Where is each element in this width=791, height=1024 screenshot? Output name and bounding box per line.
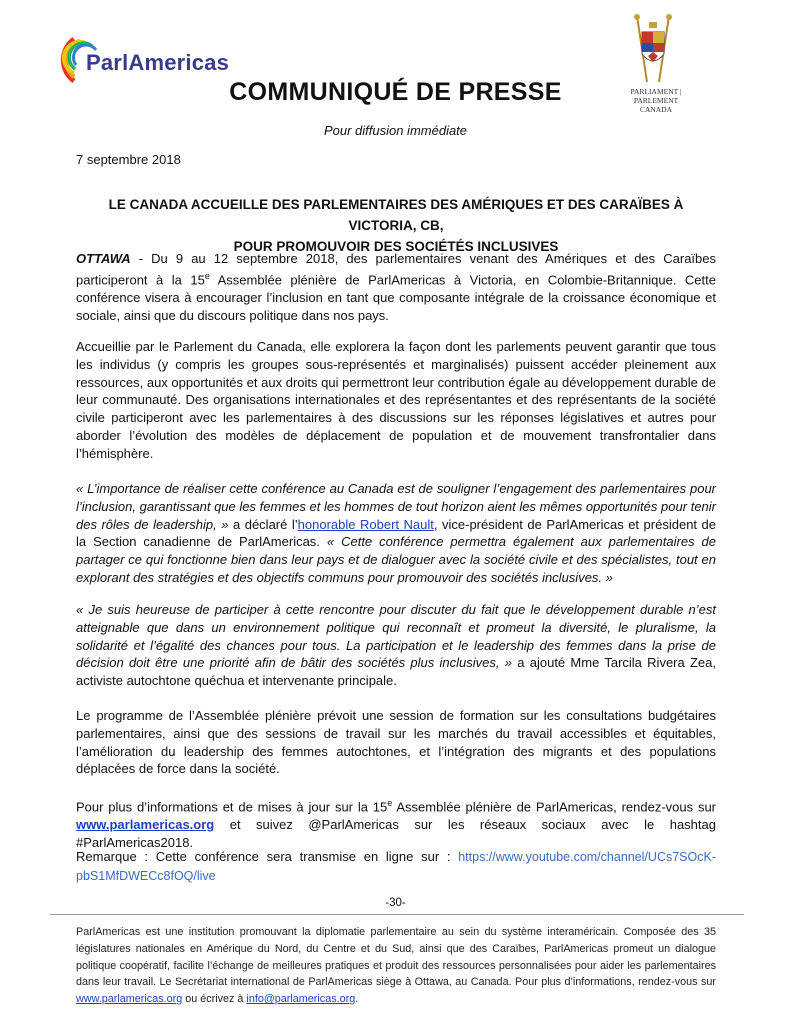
p6-text2: Assemblée plénière de ParlAmericas, rendez-vous sur bbox=[392, 799, 717, 815]
footer-text3: . bbox=[355, 993, 359, 1006]
footer-text bbox=[76, 924, 716, 1008]
page-subtitle: Pour diffusion immédiate bbox=[323, 123, 468, 138]
logo-text: ParlAmericas bbox=[86, 50, 230, 75]
page-title: COMMUNIQUÉ DE PRESSE bbox=[229, 78, 562, 106]
p1-text1: - Du 9 au 12 septembre 2018, des parlementaires venant des Amériques et des Caraïbes participeront à la 15 bbox=[76, 251, 716, 288]
paragraph-2 bbox=[76, 338, 716, 463]
p6-text1: Pour plus d’informations et de mises à jour sur la 15 bbox=[76, 799, 388, 815]
parlamericas-website-link[interactable]: www.parlamericas.org bbox=[76, 817, 215, 833]
p1-text2: Assemblée plénière de ParlAmericas à Victoria, en Colombie-Britannique. Cette conférence visera à encourager l’inclusion en tant que composante intégrale de la croissance économique et sociale, ainsi que du discours politique dans nos pays. bbox=[76, 272, 716, 323]
p1-sup: e bbox=[204, 270, 210, 281]
headline-line2: POUR PROMOUVOIR DES SOCIÉTÉS INCLUSIVES bbox=[233, 239, 559, 254]
robert-nault-link[interactable]: honorable Robert Nault bbox=[297, 516, 434, 532]
youtube-live-link[interactable]: https://www.youtube.com/channel/UCs7SOcK-pbS1MfDWECc8fOQ/live bbox=[76, 850, 716, 883]
release-date: 7 septembre 2018 bbox=[76, 152, 181, 167]
end-marker: -30- bbox=[385, 897, 406, 909]
p2-text: Accueillie par le Parlement du Canada, elle explorera la façon dont les parlements peuvent garantir que tous les individus (y compris les groupes sous-représentés et marginalisés) puissent accéder pleinement aux ressources, aux opportunités et aux droits qui permettront leur contribution égale au développement durable de leur communauté. Des organisations internationales et des représentantes et des représentants de la société civile participeront avec les parlementaires à des discussions sur les réponses législatives et autres pour aborder l’évolution des modèles de déplacement de population et de mouvement transfrontalier dans l’hémisphère. bbox=[76, 339, 716, 461]
p7-label: Remarque : Cette conférence sera transmise en ligne sur : bbox=[76, 849, 459, 864]
p3-after-link: , vice-président de ParlAmericas et président de la Section canadienne de ParlAmericas. bbox=[76, 516, 717, 550]
footer-email-link[interactable]: info@parlamericas.org bbox=[246, 993, 356, 1006]
p4-quote: « Je suis heureuse de participer à cette rencontre pour discuter du fait que le développement durable n’est atteignable que dans un environnement politique qui reconnaît et promeut la diversité, le pluralisme, la solidarité et l’égalité des chances pour tous. La participation et le leadership des femmes dans la prise de décision doit être une priorité afin de bâtir des sociétés plus inclusives, » bbox=[76, 602, 716, 671]
footer-website-link[interactable]: www.parlamericas.org bbox=[76, 993, 183, 1006]
headline bbox=[76, 194, 716, 257]
paragraph-1 bbox=[76, 250, 716, 325]
paragraph-3 bbox=[76, 480, 716, 587]
paragraph-7 bbox=[76, 848, 716, 886]
p3-quote2: « Cette conférence permettra également aux parlementaires de partager ce qui fonctionne bien dans leur pays et de dialoguer avec la société civile et des spécialistes, tout en explorant des stratégies et des objectifs communs pour promouvoir des sociétés inclusives. » bbox=[76, 534, 716, 585]
footer-text1: ParlAmericas est une institution promouvant la diplomatie parlementaire au sein du système interaméricain. Composée des 35 législatures nationales en Amérique du Nord, du Centre et du Sud, ainsi que des Caraïbes, ParlAmericas promeut un dialogue politique coopératif, facilite l’échange de meilleures pratiques et produit des ressources personnalisées pour aider les parlementaires dans leur travail. Le Secrétariat international de ParlAmericas siège à Ottawa, au Canada. Pour plus d’informations, rendez-vous sur bbox=[76, 926, 716, 989]
p3-quote1: « L’importance de réaliser cette conférence au Canada est de souligner l’engagement des parlementaires pour l’inclusion, garantissant que les femmes et les hommes de tout horizon aient les mêmes opportunités pour tenir des rôles de leadership, » bbox=[76, 481, 716, 532]
p6-text3: et suivez @ParlAmericas sur les réseaux sociaux avec le hashtag #ParlAmericas2018. bbox=[76, 817, 716, 850]
dateline: OTTAWA bbox=[76, 251, 131, 266]
p6-sup: e bbox=[387, 798, 393, 808]
footer-text2: ou écrivez à bbox=[182, 993, 247, 1006]
headline-line1: LE CANADA ACCUEILLE DES PARLEMENTAIRES DES AMÉRIQUES ET DES CARAÏBES À VICTORIA, CB, bbox=[108, 197, 684, 233]
parliament-line2: CANADA bbox=[639, 105, 673, 114]
p4-attribution: a ajouté Mme Tarcila Rivera Zea, activiste autochtone quéchua et intervenante principale. bbox=[76, 655, 716, 689]
paragraph-5 bbox=[76, 707, 716, 778]
p5-text: Le programme de l’Assemblée plénière prévoit une session de formation sur les consultations budgétaires parlementaires, ainsi que des sessions de travail sur les marchés du travail accessibles et équitables, l’amélioration du leadership des femmes autochtones, et l’intégration des migrants et des populations déplacées de force dans la société. bbox=[76, 708, 716, 777]
parliament-line1: PARLIAMENT | PARLEMENT bbox=[630, 87, 682, 105]
p3-said: a déclaré l’ bbox=[228, 516, 298, 532]
paragraph-6 bbox=[76, 795, 716, 852]
footer-divider bbox=[50, 914, 744, 915]
paragraph-4 bbox=[76, 601, 716, 690]
